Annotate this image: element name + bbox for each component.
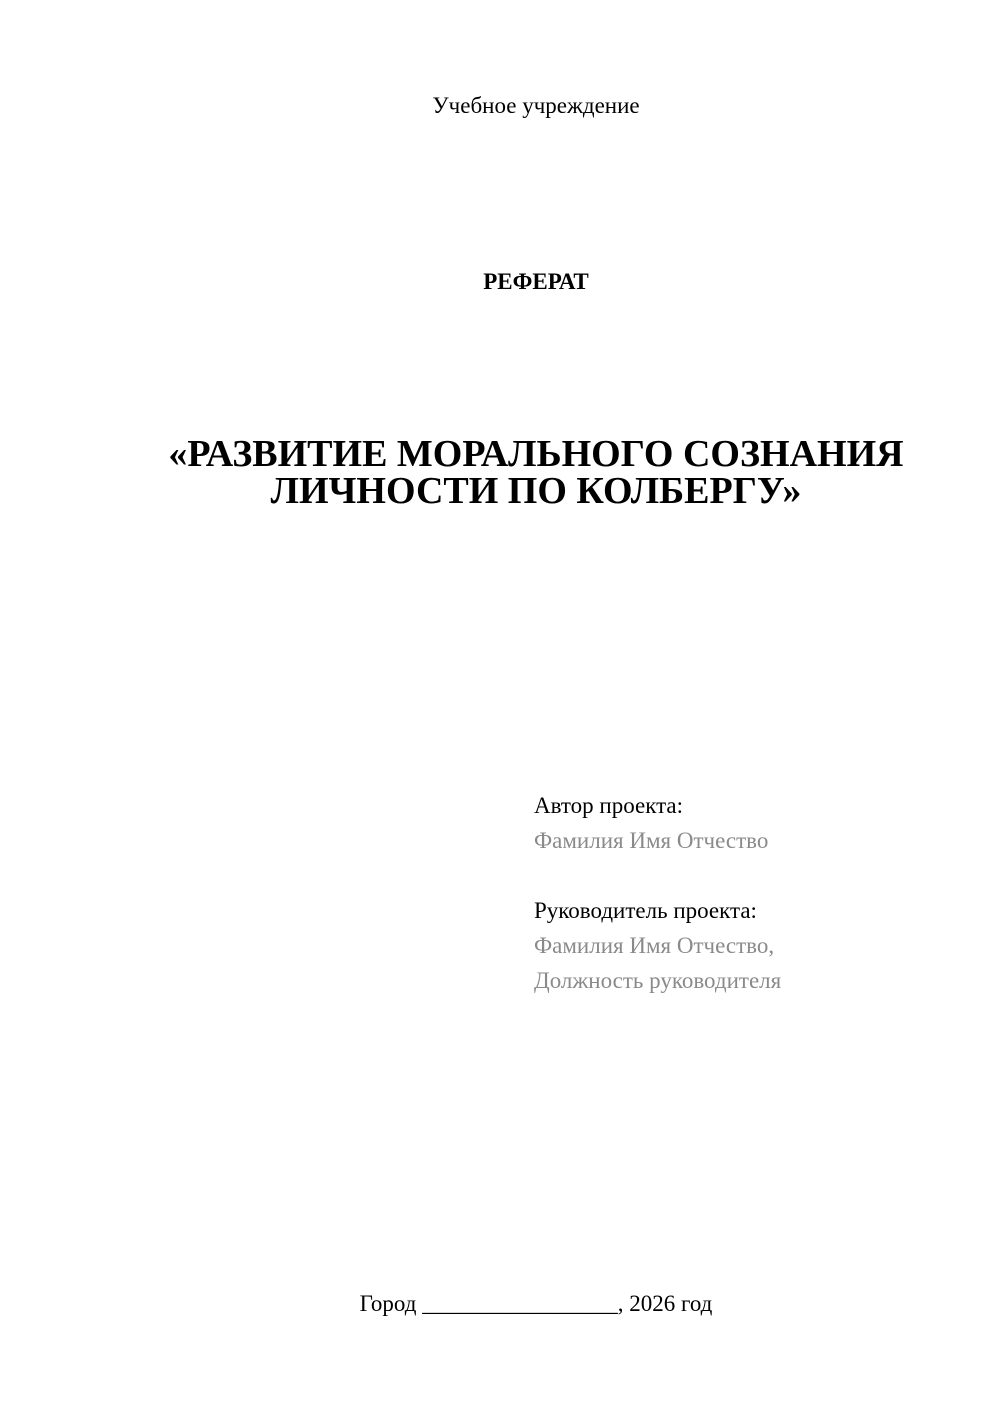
document-title-line-2: ЛИЧНОСТИ ПО КОЛБЕРГУ» [270, 470, 802, 512]
institution-name: Учебное учреждение [432, 93, 640, 118]
supervisor-name: Фамилия Имя Отчество, [534, 933, 775, 958]
author-label: Автор проекта: [534, 793, 683, 818]
document-title-line-1: «РАЗВИТИЕ МОРАЛЬНОГО СОЗНАНИЯ [168, 433, 904, 475]
document-title [100, 433, 972, 512]
city-year-line: Город _________________, 2026 год [359, 1291, 713, 1316]
supervisor-label: Руководитель проекта: [534, 898, 757, 923]
author-name: Фамилия Имя Отчество [534, 828, 769, 853]
supervisor-block [534, 893, 974, 998]
supervisor-position: Должность руководителя [534, 968, 782, 993]
author-block [534, 788, 974, 858]
document-type: РЕФЕРАТ [483, 269, 589, 294]
